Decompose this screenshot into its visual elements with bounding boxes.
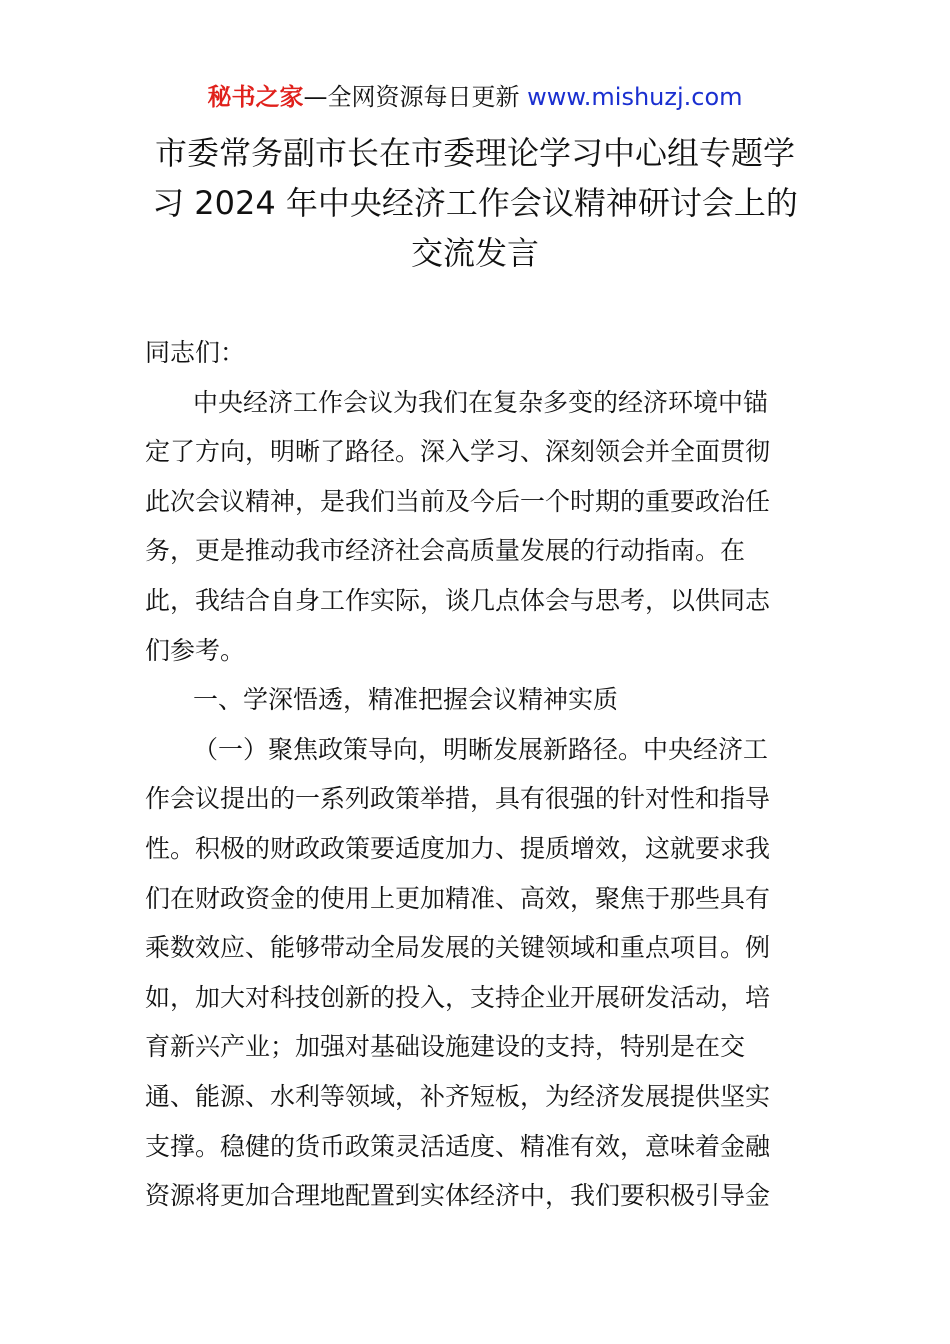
- document-body: [145, 328, 810, 1221]
- banner-tagline: —全网资源每日更新: [303, 83, 528, 111]
- paragraph-line: 性。积极的财政政策要适度加力、提质增效，这就要求我: [145, 833, 771, 863]
- paragraph-line: （一）聚焦政策导向，明晰发展新路径。中央经济工: [193, 734, 769, 764]
- site-banner: [0, 80, 950, 114]
- title-line: 习 2024 年中央经济工作会议精神研讨会上的: [152, 184, 798, 222]
- paragraph-line: 育新兴产业；加强对基础设施建设的支持，特别是在交: [145, 1032, 746, 1062]
- paragraph-line: 支撑。稳健的货币政策灵活适度、精准有效，意味着金融: [145, 1131, 771, 1161]
- paragraph-line: 中央经济工作会议为我们在复杂多变的经济环境中锚: [193, 387, 769, 417]
- paragraph-line: 此，我结合自身工作实际，谈几点体会与思考，以供同志: [145, 585, 771, 615]
- title-line: 交流发言: [410, 234, 539, 272]
- paragraph-line: 此次会议精神，是我们当前及今后一个时期的重要政治任: [145, 486, 771, 516]
- paragraph-line: 乘数效应、能够带动全局发展的关键领域和重点项目。例: [145, 933, 771, 963]
- paragraph-line: 定了方向，明晰了路径。深入学习、深刻领会并全面贯彻: [145, 437, 771, 467]
- paragraph-line: 资源将更加合理地配置到实体经济中，我们要积极引导金: [145, 1181, 771, 1211]
- title-line: 市委常务副市长在市委理论学习中心组专题学: [154, 134, 795, 172]
- paragraph-line: 如，加大对科技创新的投入，支持企业开展研发活动，培: [145, 982, 771, 1012]
- paragraph-line: 通、能源、水利等领域，补齐短板，为经济发展提供坚实: [145, 1081, 771, 1111]
- banner-brand: 秘书之家: [207, 83, 304, 111]
- paragraph-line: 作会议提出的一系列政策举措，具有很强的针对性和指导: [145, 784, 771, 814]
- paragraph-line: 们参考。: [145, 635, 246, 665]
- banner-website-link[interactable]: www.mishuzj.com: [527, 83, 743, 111]
- salutation: 同志们：: [145, 338, 246, 367]
- section-heading: 一、学深悟透，精准把握会议精神实质: [193, 685, 619, 715]
- paragraph-line: 们在财政资金的使用上更加精准、高效，聚焦于那些具有: [145, 883, 771, 913]
- document-title: [130, 128, 820, 278]
- paragraph-line: 务，更是推动我市经济社会高质量发展的行动指南。在: [145, 536, 746, 566]
